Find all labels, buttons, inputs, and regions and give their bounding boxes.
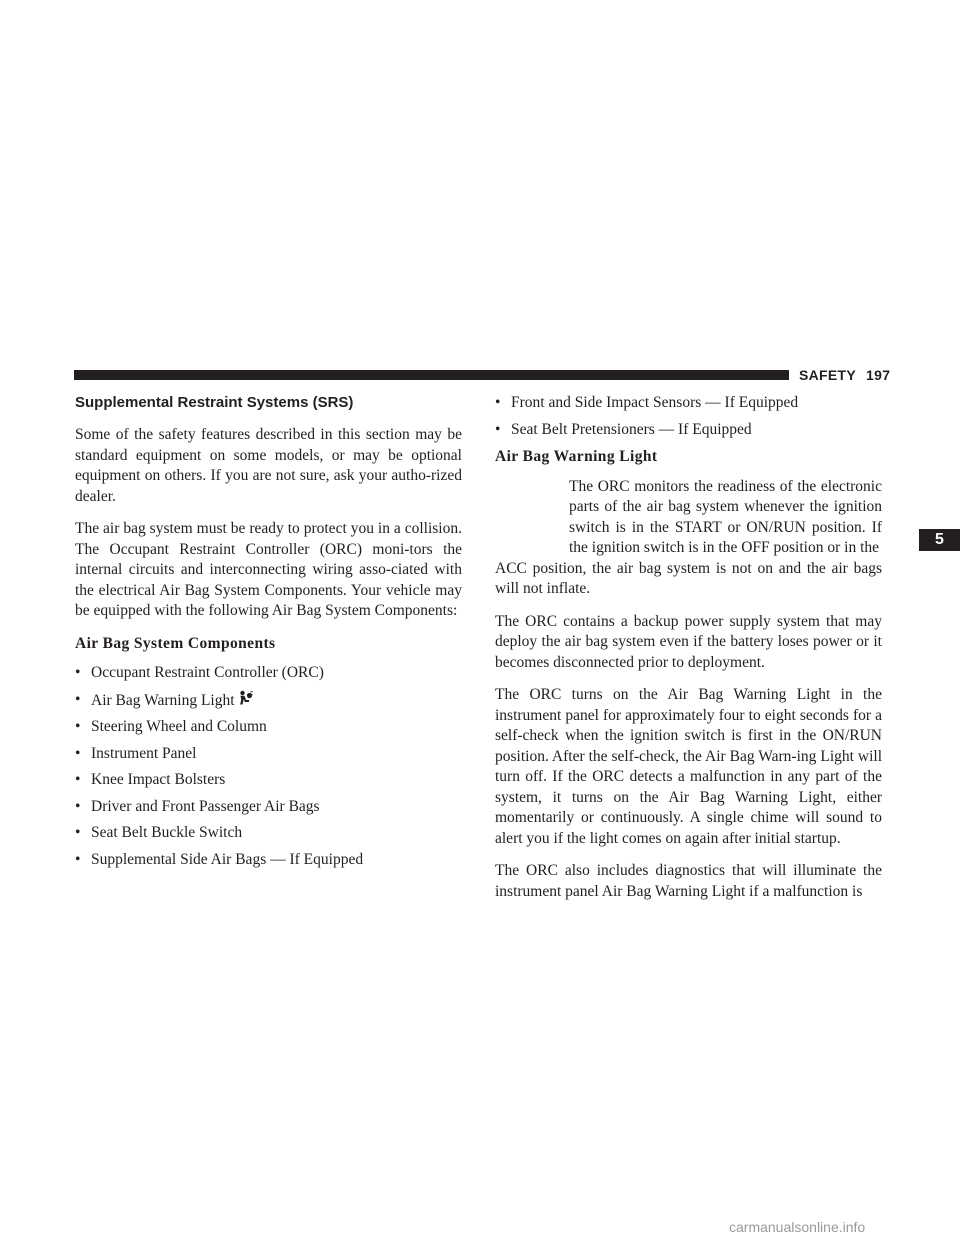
section-title: Supplemental Restraint Systems (SRS) xyxy=(75,394,354,411)
header-section-label: SAFETY xyxy=(799,367,857,383)
list-item: • Occupant Restraint Controller (ORC) xyxy=(75,663,462,684)
bullet-glyph: • xyxy=(75,664,81,681)
diagnostics-paragraph: The ORC also includes diagnostics that will illuminate the instrument panel Air Bag Warning Light if a malfunction is xyxy=(495,862,882,900)
bullet-glyph: • xyxy=(75,824,81,841)
warning-light-subheading: Air Bag Warning Light xyxy=(495,448,658,465)
bullet-glyph: • xyxy=(495,394,501,411)
list-item: • Driver and Front Passenger Air Bags xyxy=(75,797,462,818)
list-item: • Front and Side Impact Sensors — If Equipped xyxy=(495,393,882,414)
bullet-glyph: • xyxy=(75,850,81,868)
chapter-tab: 5 xyxy=(919,529,960,551)
list-item: • Instrument Panel xyxy=(75,744,462,765)
running-header xyxy=(799,367,890,383)
list-item: • Air Bag Warning Light xyxy=(75,690,462,712)
warning-light-paragraph xyxy=(495,477,882,600)
bullet-glyph: • xyxy=(75,744,81,762)
left-column xyxy=(75,393,462,876)
bullet-glyph: • xyxy=(75,718,81,735)
self-check-paragraph: The ORC turns on the Air Bag Warning Light in the instrument panel for approximately four to eight seconds for a self-check when the ignition switch is first in the ON/RUN position. After the self-check, the Air Bag Warn-ing Light will turn off. If the ORC detects a malfunction in any part of the system, it turns on the Air Bag Warning Light, either momentarily or continuously. A single chime will sound to alert you if the light comes on again after initial startup. xyxy=(495,686,882,847)
bullet-glyph: • xyxy=(75,797,81,815)
warning-indented-text: The ORC monitors the readiness of the electronic parts of the air bag system whenever the ignition switch is in the START or ON/RUN position. If the ignition switch is in the OFF position or in the xyxy=(569,477,882,556)
right-column xyxy=(495,393,882,914)
components-list-continued xyxy=(495,393,882,440)
list-item: • Knee Impact Bolsters xyxy=(75,770,462,791)
list-item: • Seat Belt Buckle Switch xyxy=(75,823,462,844)
bullet-glyph: • xyxy=(75,690,81,708)
warning-continued-text: ACC position, the air bag system is not on and the air bags will not inflate. xyxy=(495,559,882,597)
list-item: • Seat Belt Pretensioners — If Equipped xyxy=(495,420,882,441)
bullet-glyph: • xyxy=(495,420,501,438)
air-bag-warning-icon xyxy=(237,690,253,706)
bullet-glyph: • xyxy=(75,771,81,788)
page-number: 197 xyxy=(866,367,891,383)
watermark: carmanualsonline.info xyxy=(729,1219,866,1235)
header-rule xyxy=(74,370,789,380)
list-item: • Supplemental Side Air Bags — If Equipped xyxy=(75,850,462,871)
list-item: • Steering Wheel and Column xyxy=(75,717,462,738)
components-subheading: Air Bag System Components xyxy=(75,634,276,652)
components-list xyxy=(75,663,462,870)
backup-power-paragraph: The ORC contains a backup power supply system that may deploy the air bag system even if the battery loses power or it becomes disconnected prior to deployment. xyxy=(495,612,882,671)
system-paragraph: The air bag system must be ready to protect you in a collision. The Occupant Restraint Controller (ORC) moni-tors the internal circuits and interconnecting wiring asso-ciated with the electrical Air Bag System Components. Your vehicle may be equipped with the following Air Bag System Components: xyxy=(75,520,462,619)
intro-paragraph: Some of the safety features described in this section may be standard equipment on some models, or may be optional equipment on others. If you are not sure, ask your autho-rized dealer. xyxy=(75,426,462,505)
